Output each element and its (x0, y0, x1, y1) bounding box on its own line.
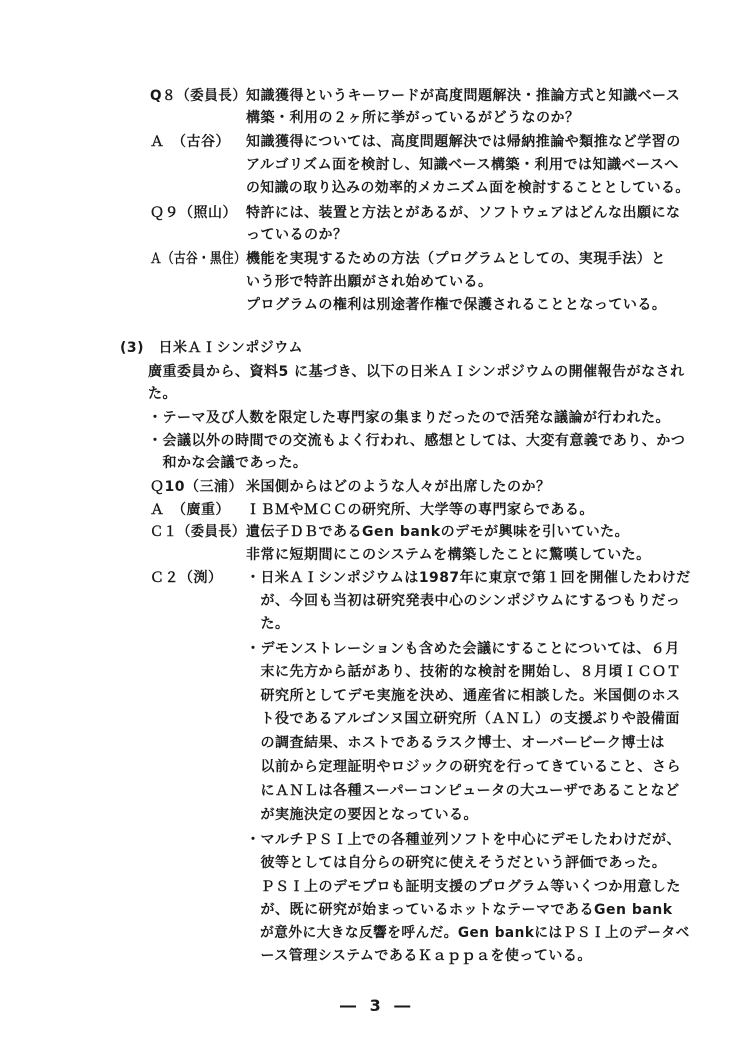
page-number: ― 3 ― (340, 996, 415, 1015)
text-line: ・マルチＰＳＩ上での各種並列ソフトを中心にデモしたわけだが、 (246, 832, 681, 848)
speaker-label: Ｃ１（委員長） (150, 524, 246, 540)
text-line: 米国側からはどのような人々が出席したのか？ (246, 479, 551, 495)
speaker-label: Ａ（古谷・黒住） (150, 251, 247, 267)
speaker-label: Ａ （廣重） (150, 502, 230, 518)
speaker-label: Ｃ２（渕） (150, 570, 223, 586)
text-line: いう形で特許出願がされ始めている。 (246, 274, 493, 290)
intro-line: 廣重委員から、資料5 に基づき、以下の日米ＡＩシンポジウムの開催報告がなされ (148, 364, 685, 380)
text-line: の知識の取り込みの効率的メカニズム面を検討することとしている。 (246, 180, 690, 196)
text-line: 構築・利用の２ヶ所に挙がっているがどうなのか？ (246, 110, 580, 126)
speaker-label: Ｑ９（照山） (150, 205, 237, 221)
text-line: っているのか？ (246, 227, 348, 243)
text-line: が意外に大きな反響を呼んだ。Gen bankにはＰＳＩ上のデータベ (246, 925, 690, 941)
bullet-line: ・テーマ及び人数を限定した専門家の集まりだったので活発な議論が行われた。 (148, 410, 670, 426)
text-line: ＰＳＩ上のデモプロも証明支援のプログラム等いくつか用意した (246, 879, 681, 895)
text-line: プログラムの権利は別途著作権で保護されることとなっている。 (246, 297, 667, 313)
text-line: 研究所としてデモ実施を決め、通産省に相談した。米国側のホス (246, 688, 681, 704)
speaker-label: Q８（委員長） (150, 88, 247, 104)
text-line: 特許には、装置と方法とがあるが、ソフトウェアはどんな出願にな (246, 205, 681, 221)
text-line: ース管理システムであるＫａｐｐａを使っている。 (246, 948, 592, 964)
text-line: 機能を実現するための方法（プログラムとしての、実現手法）と (246, 251, 666, 267)
speaker-label: Ｑ10（三浦） (150, 479, 243, 495)
text-line: 以前から定理証明やロジックの研究を行ってきていること、さら (246, 759, 681, 775)
text-line: アルゴリズム面を検討し、知識ベース構築・利用では知識ベースへ (246, 157, 679, 173)
text-line: 知識獲得というキーワードが高度問題解決・推論方式と知識ベース (246, 88, 681, 104)
bullet-line: ・会議以外の時間での交流もよく行われ、感想としては、大変有意義であり、かつ (148, 433, 686, 449)
text-line: が、既に研究が始まっているホットなテーマであるGen bank (246, 902, 673, 918)
text-line: 彼等としては自分らの研究に使えそうだという評価であった。 (246, 855, 667, 871)
text-line: た。 (246, 616, 290, 632)
bullet-line: 和かな会議であった。 (148, 455, 308, 471)
text-line: 遺伝子ＤＢであるGen bankのデモが興味を引いていた。 (246, 524, 630, 540)
text-line: ・日米ＡＩシンポジウムは1987年に東京で第１回を開催したわけだ (246, 570, 691, 586)
intro-line: た。 (148, 386, 177, 402)
speaker-label: Ａ （古谷） (150, 134, 230, 150)
section-heading: (3) 日米ＡＩシンポジウム (120, 340, 304, 356)
text-line: 末に先方から話があり、技術的な検討を開始し、８月頃ＩＣＯＴ (246, 664, 681, 680)
text-line: が、今回も当初は研究発表中心のシンポジウムにするつもりだっ (246, 593, 681, 609)
text-line: 知識獲得については、高度問題解決では帰納推論や類推など学習の (246, 134, 681, 150)
text-line: にＡＮＬは各種スーパーコンピュータの大ユーザであることなど (246, 783, 680, 799)
text-line: ・デモンストレーションも含めた会議にすることについては、６月 (246, 641, 680, 657)
text-line: が実施決定の要因となっている。 (246, 807, 478, 823)
text-line: 非常に短期間にこのシステムを構築したことに驚嘆していた。 (246, 547, 651, 563)
text-line: ト役であるアルゴンヌ国立研究所（ＡＮＬ）の支援ぶりや設備面 (246, 711, 680, 727)
text-line: の調査結果、ホストであるラスク博士、オーバービーク博士は (246, 735, 665, 751)
text-line: ＩＢＭやＭＣＣの研究所、大学等の専門家らである。 (246, 502, 594, 518)
